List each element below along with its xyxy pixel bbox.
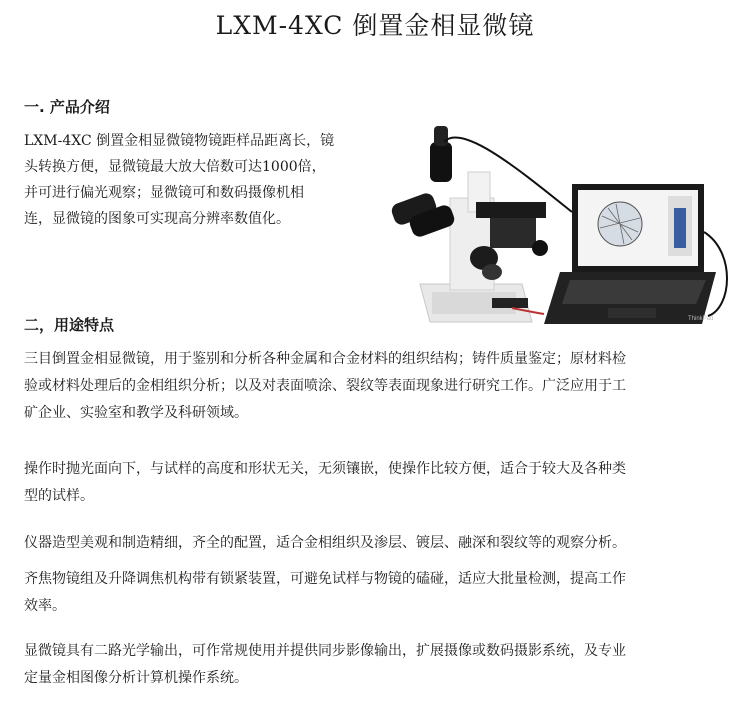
feature-line: 效率。 [24, 598, 66, 614]
feature-paragraph [24, 530, 736, 557]
feature-line: 齐焦物镜组及升降调焦机构带有锁紧装置，可避免试样与物镜的磕碰，适应大批量检测，提高工作 [24, 571, 626, 587]
feature-line: 矿企业、实验室和教学及科研领域。 [24, 405, 248, 421]
section-heading-features: 二，用途特点 [24, 316, 115, 334]
intro-text [24, 128, 370, 232]
intro-line: LXM-4XC 倒置金相显微镜物镜距样品距离长，镜 [24, 133, 335, 149]
feature-line: 型的试样。 [24, 488, 94, 504]
feature-line: 仪器造型美观和制造精细，齐全的配置，适合金相组织及渗层、镀层、融深和裂纹等的观察分析。 [24, 535, 626, 551]
feature-line: 验或材料处理后的金相组织分析；以及对表面喷涂、裂纹等表面现象进行研究工作。广泛应用于工 [24, 378, 626, 394]
feature-line: 操作时抛光面向下，与试样的高度和形状无关，无须镶嵌，使操作比较方便，适合于较大及各种类 [24, 461, 626, 477]
feature-paragraph [24, 638, 736, 692]
feature-line: 三目倒置金相显微镜，用于鉴别和分析各种金属和合金材料的组织结构；铸件质量鉴定；原材料检 [24, 351, 626, 367]
feature-line: 显微镜具有二路光学输出，可作常规使用并提供同步影像输出，扩展摄像或数码摄影系统，及专业 [24, 643, 626, 659]
intro-line: 并可进行偏光观察；显微镜可和数码摄像机相 [24, 185, 304, 201]
intro-line: 头转换方便，显微镜最大放大倍数可达1000倍， [24, 159, 326, 175]
page-title: LXM-4XC 倒置金相显微镜 [215, 11, 535, 40]
laptop-brand-label: ThinkPad [688, 316, 714, 322]
microscope-with-laptop-photo [372, 112, 742, 332]
intro-line: 连，显微镜的图象可实现高分辨率数值化。 [24, 211, 290, 227]
feature-paragraph [24, 346, 736, 427]
feature-paragraph [24, 456, 736, 510]
microscope-laptop-illustration [372, 112, 742, 332]
section-heading-intro: 一. 产品介绍 [24, 98, 110, 116]
feature-line: 定量金相图像分析计算机操作系统。 [24, 670, 248, 686]
feature-paragraph [24, 566, 736, 620]
